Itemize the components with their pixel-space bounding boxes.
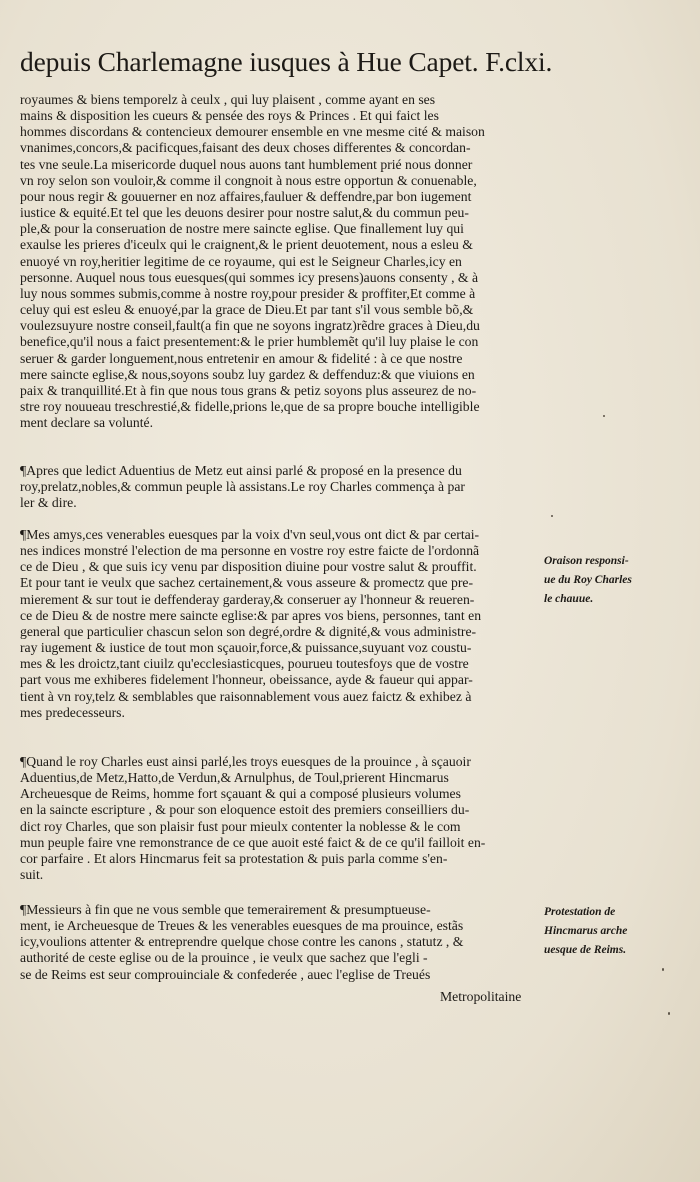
- text-line: ¶Mes amys,ces venerables euesques par la voix d'vn seul,vous ont dict & par certai-: [20, 527, 480, 542]
- text-line: en la saincte escripture , & pour son eloquence estoit des premiers conseilliers du-: [20, 802, 470, 818]
- ink-speck: [551, 515, 553, 517]
- text-line: exaulse les prieres d'iceulx qui le craignent,& le prient deuotement, nous a esleu &: [20, 237, 473, 253]
- text-line: ce de Dieu , & que suis icy venu par disposition diuine pour vostre salut & prouffit.: [20, 559, 477, 575]
- text-line: seruer & garder longuement,nous entretenir en amour & fidelité : à ce que nostre: [20, 350, 463, 366]
- margin-note-line: Protestation de: [544, 906, 616, 918]
- paragraph-speech-continuation: [20, 92, 539, 431]
- catchword: Metropolitaine: [440, 989, 522, 1004]
- text-line: authorité de ceste eglise ou de la prouince , ie veulx que sachez que l'egli -: [20, 950, 428, 966]
- text-line: mes & les droictz,tant ciuilz qu'ecclesiasticques, pourueu toutesfoys que de vostre: [20, 656, 469, 672]
- text-line: ray iugement & iustice de tout mon sçauoir,force,& puissance,suyuant voz coustu-: [20, 640, 472, 656]
- text-line: personne. Auquel nous tous euesques(qui sommes icy presens)auons consenty , & à: [20, 269, 479, 285]
- text-line: mun peuple faire vne remonstrance de ce que auoit esté faict & de ce qu'il failloit en-: [20, 834, 486, 850]
- ink-speck: [662, 968, 664, 971]
- text-line: cor parfaire . Et alors Hincmarus feit sa protestation & puis parla comme s'en-: [20, 850, 448, 866]
- text-line: mes predecesseurs.: [20, 704, 125, 720]
- text-line: Et pour tant ie veulx que sachez certainement,& vous asseure & promectz que pre-: [20, 575, 474, 591]
- paragraph-hincmarus-protest: [20, 902, 539, 983]
- text-line: icy,voulions attenter & entreprendre quelque chose contre les canons , statutz , &: [20, 934, 464, 950]
- text-line: se de Reims est seur comprouinciale & confederée , auec l'eglise de Treués: [20, 966, 431, 982]
- text-line: vnanimes,concors,& pacificques,faisant des deux choses differentes & concordan-: [20, 140, 471, 156]
- text-line: roy,prelatz,nobles,& commun peuple là assistans.Le roy Charles commença à par: [20, 479, 465, 495]
- text-line: ler & dire.: [20, 495, 77, 511]
- text-line: ¶Quand le roy Charles eust ainsi parlé,les troys euesques de la prouince , à sçauoir: [20, 754, 471, 769]
- text-line: Archeuesque de Reims, homme fort sçauant & qui a composé plusieurs volumes: [20, 786, 461, 802]
- margin-note-line: Hincmarus arche: [544, 925, 628, 937]
- text-line: enuoyé vn roy,heritier legitime de ce royaume, qui est le Seigneur Charles,icy en: [20, 253, 462, 269]
- text-line: luy nous sommes submis,comme à nostre roy,pour presider & proffiter,Et comme à: [20, 285, 476, 301]
- text-line: ¶Messieurs à fin que ne vous semble que temerairement & presumptueuse-: [20, 902, 431, 917]
- text-line: ce de Dieu & de nostre mere saincte eglise:& par apres vos biens, personnes, tant en: [20, 607, 482, 623]
- text-line: mere saincte eglise,& nous,soyons soubz luy gardez & deffenduz:& que viuions en: [20, 366, 475, 382]
- text-line: Aduentius,de Metz,Hatto,de Verdun,& Arnulphus, de Toul,prierent Hincmarus: [20, 770, 449, 786]
- text-line: stre roy nouueau treschrestié,& fidelle,prions le,que de sa propre bouche intelligible: [20, 398, 480, 414]
- text-line: tient à vn roy,telz & semblables que raisonnablement vous auez faictz & exhibez à: [20, 688, 472, 704]
- margin-note-line: ue du Roy Charles: [544, 574, 632, 586]
- text-line: hommes discordans & contencieux demourer ensemble en vne mesme cité & maison: [20, 124, 485, 140]
- text-line: vn roy selon son vouloir,& comme il congnoit à nous estre opportun & conuenable,: [20, 172, 477, 188]
- text-line: mierement & sur tout ie deffenderay garderay,& conseruer ay l'honneur & reueren-: [20, 591, 475, 607]
- text-line: celuy qui est esleu & enuoyé,par la grace de Dieu.Et par tant s'il vous semble bõ,&: [20, 302, 474, 318]
- ink-speck: [668, 1012, 670, 1015]
- margin-note-line: le chauue.: [544, 593, 594, 605]
- ink-speck: [603, 415, 605, 417]
- text-line: royaumes & biens temporelz à ceulx , qui luy plaisent , comme ayant en ses: [20, 92, 436, 107]
- margin-note-protestation: [544, 903, 672, 960]
- paragraph-bishops-request: [20, 754, 539, 883]
- running-header: depuis Charlemagne iusques à Hue Capet. F.clxi.: [20, 46, 553, 77]
- margin-note-line: uesque de Reims.: [544, 944, 627, 956]
- text-line: tes vne seule.La misericorde duquel nous auons tant humblement prié nous donner: [20, 156, 473, 172]
- text-line: dict roy Charles, que son plaisir fust pour mieulx contenter la noblesse & le com: [20, 818, 461, 834]
- margin-note-line: Oraison responsi-: [544, 555, 629, 567]
- text-line: general que particulier chascun selon son degré,ordre & dignité,& vous administre-: [20, 623, 477, 639]
- text-line: ment declare sa volunté.: [20, 415, 154, 431]
- text-line: suit.: [20, 867, 44, 883]
- text-line: pour nous regir & gouuerner en noz affaires,fauluer & deffendre,par bon iugement: [20, 188, 472, 204]
- margin-note-oraison: [544, 552, 672, 609]
- text-line: part vous me exhiberes fidelement l'honneur, obeissance, ayde & faueur qui appar-: [20, 672, 473, 688]
- text-line: ple,& pour la conseruation de nostre mere saincte eglise. Que finallement luy qui: [20, 221, 464, 237]
- text-line: iustice & equité.Et tel que les deuons desirer pour nostre salut,& du commun peu-: [20, 205, 469, 221]
- text-line: mains & disposition les cueurs & pensée des roys & Princes . Et qui faict les: [20, 108, 439, 124]
- text-line: voulezsuyure nostre conseil,fault(a fin que ne soyons ingratz)rẽdre graces à Dieu,du: [20, 318, 480, 334]
- paragraph-king-speech: [20, 527, 539, 721]
- text-line: nes indices monstré l'election de ma personne en vostre roy estre faicte de l'ordonnã: [20, 543, 480, 559]
- paragraph-aduentius: [20, 463, 539, 511]
- text-line: benefice,qu'il nous a faict presentement:& le prier humblemẽt qu'il luy plaise le con: [20, 334, 479, 350]
- text-line: ment, ie Archeuesque de Treues & les venerables euesques de ma prouince, estãs: [20, 918, 464, 934]
- text-line: ¶Apres que ledict Aduentius de Metz eut ainsi parlé & proposé en la presence du: [20, 463, 462, 478]
- text-line: paix & tranquillité.Et à fin que nous tous grans & petiz soyons plus asseurez de no-: [20, 382, 477, 398]
